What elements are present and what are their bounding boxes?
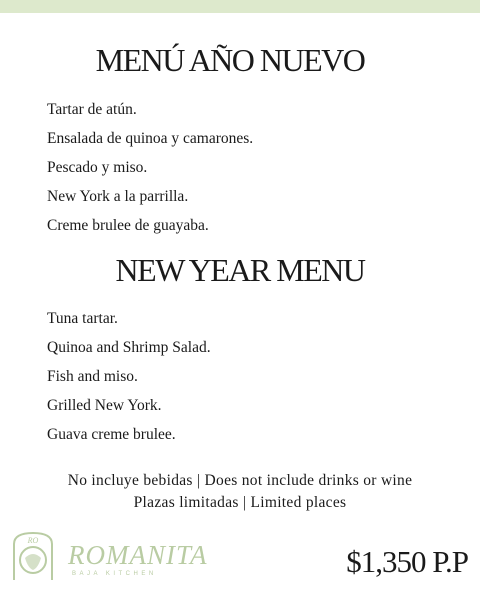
menu-title-english: NEW YEAR MENU (115, 252, 365, 288)
menu-item: Guava creme brulee. (47, 426, 176, 443)
logo-badge-icon (10, 530, 56, 582)
menu-notes (0, 470, 480, 514)
logo-monogram: RO (27, 536, 39, 545)
menu-item: Tuna tartar. (47, 310, 118, 327)
price-per-person: $1,350 P.P (346, 544, 468, 579)
menu-item: Fish and miso. (47, 368, 138, 385)
menu-items-english (47, 310, 211, 455)
drinks-note: No incluye bebidas | Does not include drinks or wine (67, 472, 413, 489)
menu-item: Creme brulee de guayaba. (47, 217, 209, 234)
brand-name: ROMANITA (68, 540, 208, 570)
menu-item: Quinoa and Shrimp Salad. (47, 339, 211, 356)
menu-item: Grilled New York. (47, 397, 162, 414)
brand-logo (10, 530, 208, 582)
menu-item: Ensalada de quinoa y camarones. (47, 130, 254, 147)
places-note: Plazas limitadas | Limited places (133, 494, 347, 511)
menu-title-spanish: MENÚ AÑO NUEVO (95, 42, 365, 78)
menu-item: Tartar de atún. (47, 101, 137, 118)
menu-item: Pescado y miso. (47, 159, 148, 176)
top-color-band (0, 0, 480, 13)
brand-tagline: BAJA KITCHEN (72, 571, 157, 577)
menu-items-spanish (47, 101, 253, 246)
menu-item: New York a la parrilla. (47, 188, 189, 205)
